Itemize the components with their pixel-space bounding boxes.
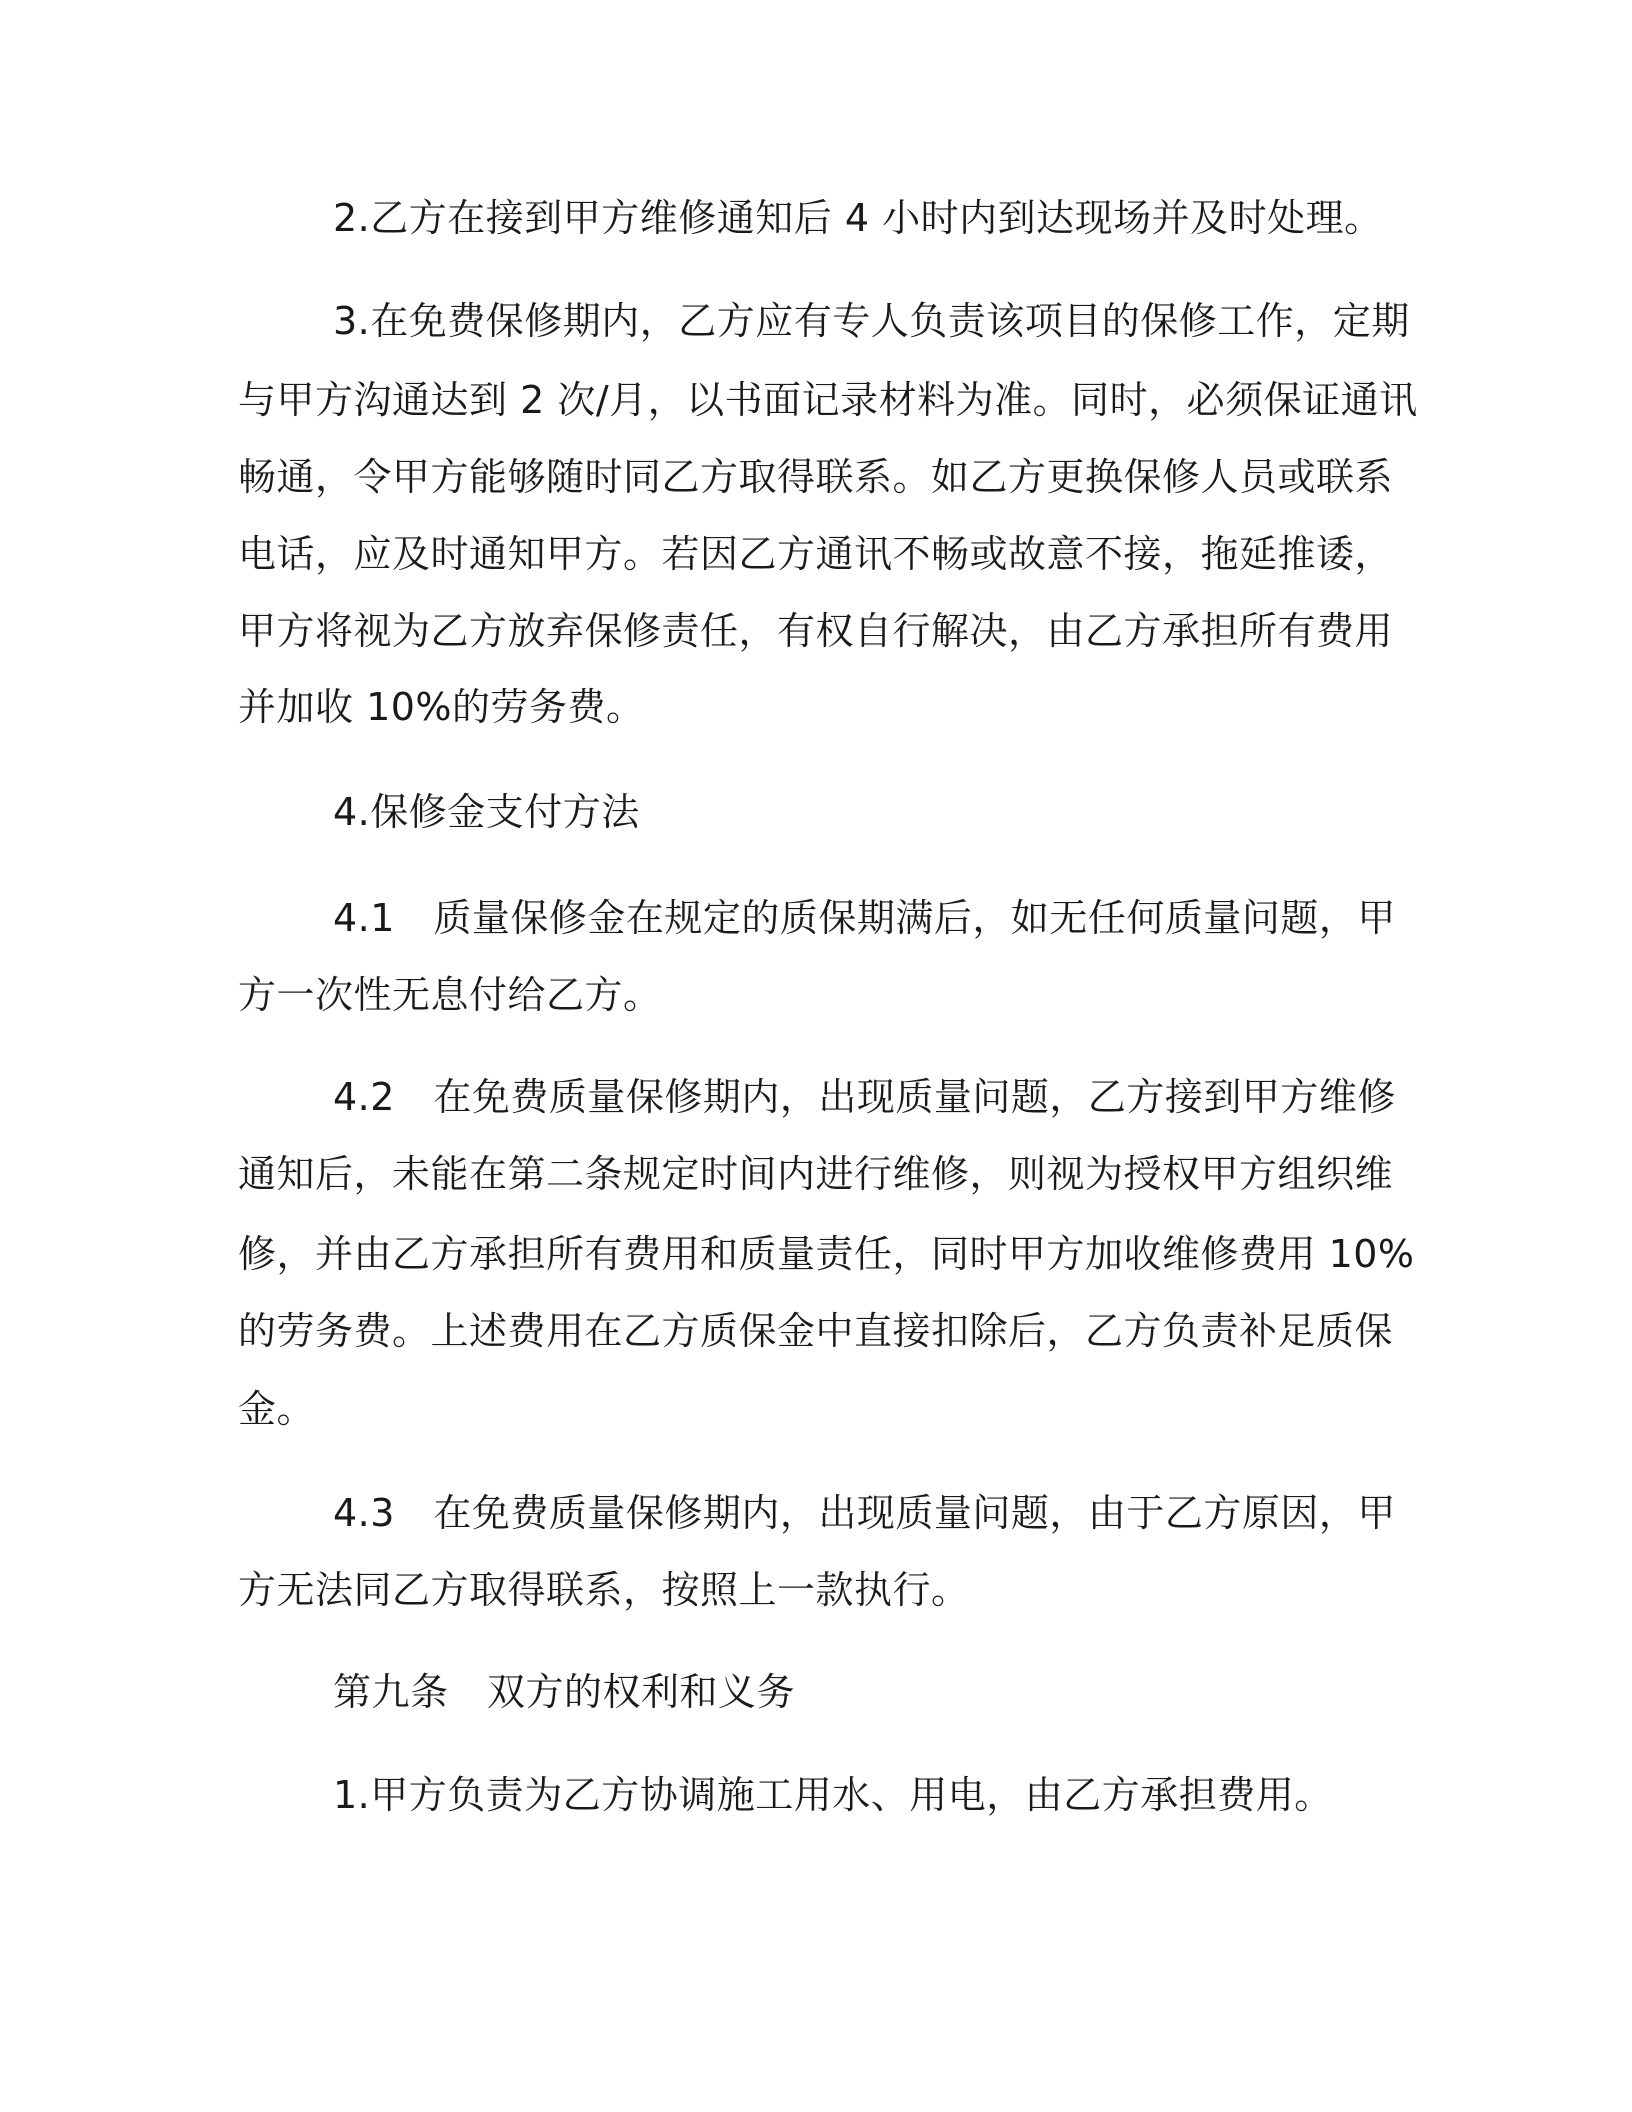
text-line: 甲方将视为乙方放弃保修责任，有权自行解决，由乙方承担所有费用	[238, 609, 1394, 653]
text-line: 通知后，未能在第二条规定时间内进行维修，则视为授权甲方组织维	[238, 1152, 1394, 1196]
text-line: 修，并由乙方承担所有费用和质量责任，同时甲方加收维修费用 10%	[238, 1232, 1415, 1276]
text-line: 1.甲方负责为乙方协调施工用水、用电，由乙方承担费用。	[333, 1773, 1333, 1817]
text-line: 方一次性无息付给乙方。	[238, 973, 662, 1017]
text-line: 电话，应及时通知甲方。若因乙方通讯不畅或故意不接，拖延推诿，	[238, 532, 1394, 576]
text-line: 4.3 在免费质量保修期内，出现质量问题，由于乙方原因，甲	[333, 1491, 1396, 1535]
text-line: 的劳务费。上述费用在乙方质保金中直接扣除后，乙方负责补足质保	[238, 1309, 1394, 1353]
text-line: 方无法同乙方取得联系，按照上一款执行。	[238, 1568, 970, 1612]
text-line: 2.乙方在接到甲方维修通知后 4 小时内到达现场并及时处理。	[333, 196, 1383, 240]
text-line: 并加收 10%的劳务费。	[238, 685, 645, 729]
text-line: 4.2 在免费质量保修期内，出现质量问题，乙方接到甲方维修	[333, 1075, 1396, 1119]
text-line: 畅通，令甲方能够随时同乙方取得联系。如乙方更换保修人员或联系	[238, 455, 1394, 499]
text-line: 与甲方沟通达到 2 次/月，以书面记录材料为准。同时，必须保证通讯	[238, 378, 1418, 422]
text-line: 第九条 双方的权利和义务	[333, 1670, 796, 1714]
text-line: 4.1 质量保修金在规定的质保期满后，如无任何质量问题，甲	[333, 896, 1396, 940]
text-line: 3.在免费保修期内，乙方应有专人负责该项目的保修工作，定期	[333, 299, 1410, 343]
text-line: 金。	[238, 1387, 316, 1431]
text-line: 4.保修金支付方法	[333, 790, 640, 834]
